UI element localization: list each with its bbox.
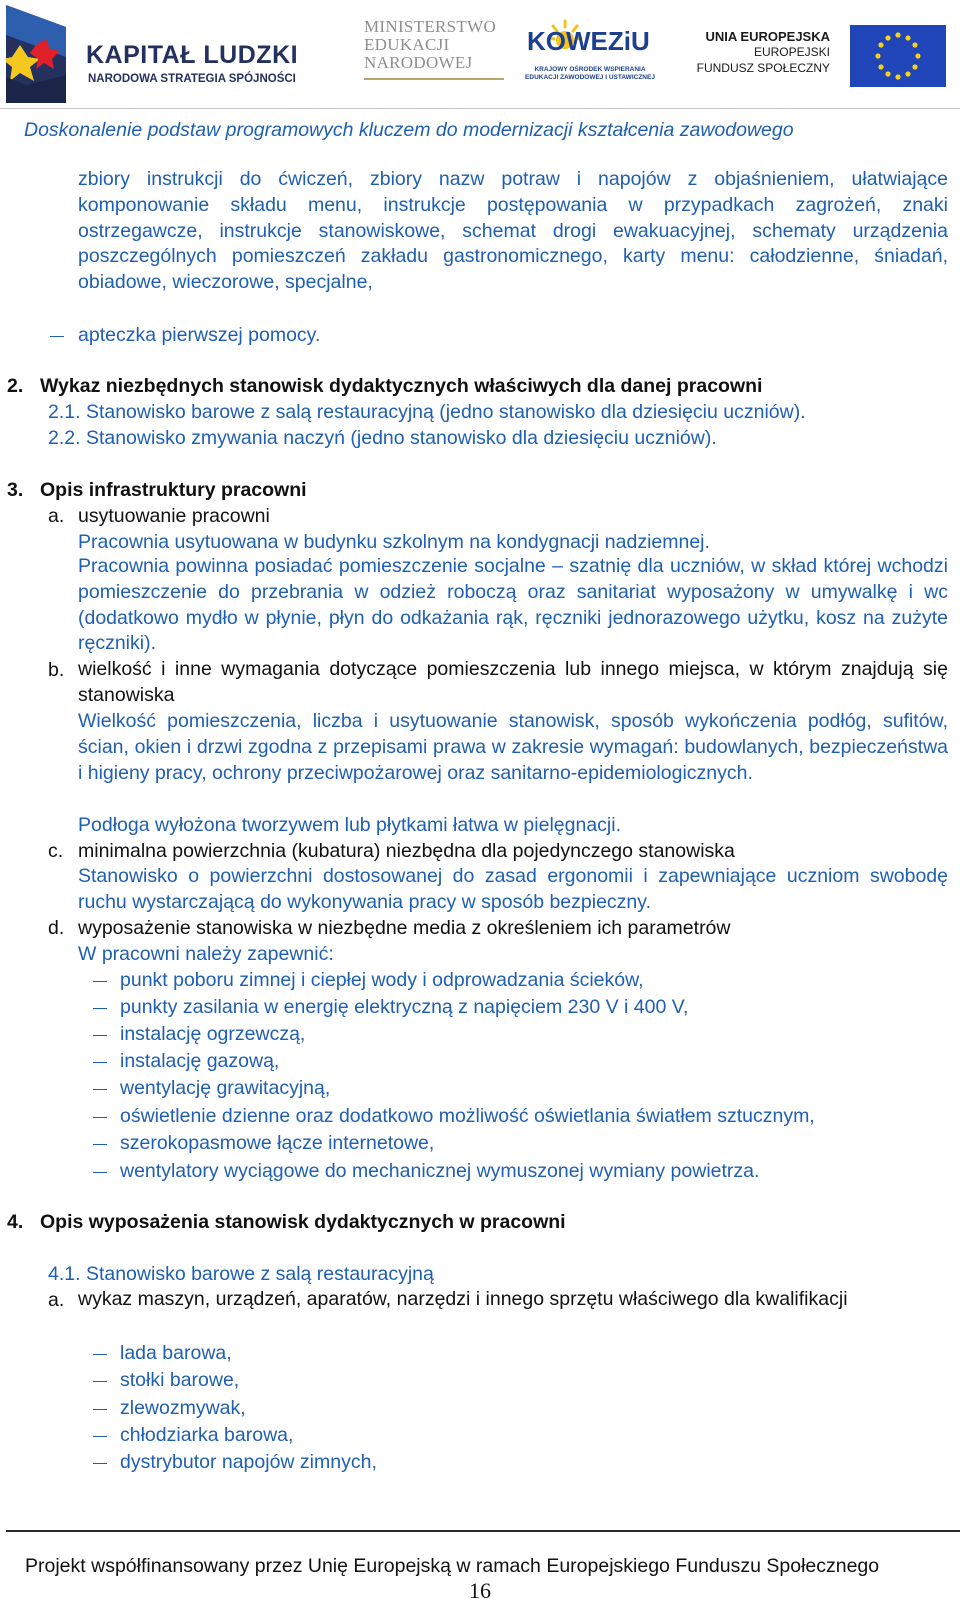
section-3b-text-2: Podłoga wyłożona tworzywem lub płytkami łatwa w pielęgnacji.: [78, 814, 622, 836]
dash-bullet-icon: [93, 1008, 107, 1009]
koweziu-logo: [525, 18, 655, 88]
list-item: lada barowa,: [120, 1342, 232, 1364]
dash-bullet-icon: [93, 1089, 107, 1090]
section-3-number: 3.: [7, 479, 24, 501]
intro-bullet: apteczka pierwszej pomocy.: [78, 324, 321, 346]
section-3-heading: Opis infrastruktury pracowni: [40, 479, 307, 501]
kapital-ludzki-logo: [6, 5, 316, 103]
list-item: wentylację grawitacyjną,: [120, 1077, 331, 1099]
section-4-heading: Opis wyposażenia stanowisk dydaktycznych w pracowni: [40, 1211, 566, 1233]
dash-bullet-icon: [93, 1463, 107, 1464]
list-item: instalację gazową,: [120, 1050, 280, 1072]
kapital-ludzki-title: KAPITAŁ LUDZKI: [86, 41, 299, 69]
section-3c-text-1: Stanowisko o powierzchni dostosowanej do zasad ergonomii i zapewniające uczniom swobodę ruchu wystarczającą do wykonywania pracy w sposób bezpieczny.: [78, 865, 948, 913]
list-item: punkt poboru zimnej i ciepłej wody i odprowadzania ścieków,: [120, 969, 644, 991]
eu-line-2: EUROPEJSKI: [753, 45, 830, 59]
dash-bullet-icon: [93, 1354, 107, 1355]
ministry-line-1: MINISTERSTWO: [364, 17, 497, 36]
list-item: punkty zasilania w energię elektryczną z napięciem 230 V i 400 V,: [120, 996, 689, 1018]
section-2-item-1: 2.1. Stanowisko barowe z salą restauracyjną (jedno stanowisko dla dziesięciu uczniów).: [48, 401, 806, 423]
section-3a-marker: a.: [48, 505, 65, 527]
dash-bullet-icon: [93, 981, 107, 982]
section-3b-heading: wielkość i inne wymagania dotyczące pomieszczenia lub innego miejsca, w którym znajdują się stanowiska: [78, 658, 948, 706]
intro-paragraph: zbiory instrukcji do ćwiczeń, zbiory nazw potraw i napojów z objaśnieniem, ułatwiające komponowanie składu menu, instrukcje postępowania w przypadkach zagrożeń, znaki ostrzegawcze, instrukcje stanowiskowe, schemat drogi ewakuacyjnej, schematy urządzenia poszczególnych pomieszczeń zakładu gastronomicznego, karty menu: całodzienne, śniadań, obiadowe, wieczorowe, specjalne,: [78, 168, 948, 294]
list-item: instalację ogrzewczą,: [120, 1023, 306, 1045]
dash-bullet-icon: [50, 336, 64, 337]
section-3d-marker: d.: [48, 917, 65, 939]
section-3a-text-1: Pracownia usytuowana w budynku szkolnym na kondygnacji nadziemnej.: [78, 531, 710, 553]
section-3b-text-1: Wielkość pomieszczenia, liczba i usytuowanie stanowisk, sposób wykończenia podłóg, sufitów, ścian, okien i drzwi zgodna z przepisami prawa w zakresie wymagań: budowlanych, bezpieczeństwa i higieny pracy, ochrony przeciwpożarowej oraz sanitarno-epidemiologicznych.: [78, 710, 948, 784]
eu-logo: [696, 25, 950, 85]
list-item: dystrybutor napojów zimnych,: [120, 1451, 377, 1473]
dash-bullet-icon: [93, 1117, 107, 1118]
section-2-item-2: 2.2. Stanowisko zmywania naczyń (jedno stanowisko dla dziesięciu uczniów).: [48, 427, 717, 449]
section-3a-text-2: Pracownia powinna posiadać pomieszczenie socjalne – szatnię dla uczniów, w skład której wchodzi pomieszczenie do przebrania w odzież roboczą oraz sanitariat wyposażony w umywalkę i wc (dodatkowo mydło w płynie, płyn do odkażania rąk, ręczniki jednorazowego użytku, kosz na zużyte ręczniki).: [78, 555, 948, 655]
eu-line-3: FUNDUSZ SPOŁECZNY: [696, 61, 830, 75]
header-divider: [0, 108, 960, 109]
eu-line-1: UNIA EUROPEJSKA: [705, 29, 830, 44]
footer-divider: [6, 1530, 960, 1532]
section-4-number: 4.: [7, 1211, 24, 1233]
dash-bullet-icon: [93, 1035, 107, 1036]
list-item: oświetlenie dzienne oraz dodatkowo możliwość oświetlania światłem sztucznym,: [120, 1105, 815, 1127]
section-3d-heading: wyposażenie stanowiska w niezbędne media z określeniem ich parametrów: [78, 917, 731, 939]
dash-bullet-icon: [93, 1436, 107, 1437]
dash-bullet-icon: [93, 1144, 107, 1145]
dash-bullet-icon: [93, 1062, 107, 1063]
ministry-line-2: EDUKACJI: [364, 35, 450, 54]
ministry-rule: [364, 78, 504, 80]
dash-bullet-icon: [93, 1409, 107, 1410]
section-3c-heading: minimalna powierzchnia (kubatura) niezbędna dla pojedynczego stanowiska: [78, 840, 735, 862]
list-item: stołki barowe,: [120, 1369, 240, 1391]
kapital-ludzki-subtitle: NARODOWA STRATEGIA SPÓJNOŚCI: [88, 73, 296, 85]
eu-flag-icon: [850, 25, 946, 87]
header-title: Doskonalenie podstaw programowych kluczem do modernizacji kształcenia zawodowego: [24, 119, 794, 141]
dash-bullet-icon: [93, 1381, 107, 1382]
page-number: 16: [469, 1578, 491, 1603]
section-3c-marker: c.: [48, 840, 64, 862]
kapital-ludzki-flag-icon: [6, 5, 66, 103]
koweziu-subtitle: KRAJOWY OŚRODEK WSPIERANIA EDUKACJI ZAWODOWEJ I USTAWICZNEJ: [525, 66, 655, 81]
list-item: wentylatory wyciągowe do mechanicznej wymuszonej wymiany powietrza.: [120, 1160, 760, 1182]
section-4a-heading: wykaz maszyn, urządzeń, aparatów, narzędzi i innego sprzętu właściwego dla kwalifikacji: [78, 1288, 848, 1310]
ministry-logo: [364, 18, 509, 88]
section-2-number: 2.: [7, 375, 24, 397]
section-3d-intro: W pracowni należy zapewnić:: [78, 943, 334, 965]
list-item: zlewozmywak,: [120, 1397, 246, 1419]
section-3a-heading: usytuowanie pracowni: [78, 505, 270, 527]
section-3b-marker: b.: [48, 659, 65, 681]
list-item: szerokopasmowe łącze internetowe,: [120, 1132, 435, 1154]
section-4a-marker: a.: [48, 1289, 65, 1311]
dash-bullet-icon: [93, 1172, 107, 1173]
section-4-1-heading: 4.1. Stanowisko barowe z salą restauracyjną: [48, 1263, 434, 1285]
header-logos: [0, 0, 960, 110]
section-2-heading: Wykaz niezbędnych stanowisk dydaktycznych właściwych dla danej pracowni: [40, 375, 763, 397]
ministry-line-3: NARODOWEJ: [364, 53, 473, 72]
footer-text: Projekt współfinansowany przez Unię Europejską w ramach Europejskiego Funduszu Społecznego: [25, 1555, 880, 1577]
list-item: chłodziarka barowa,: [120, 1424, 294, 1446]
koweziu-name: KOWEZiU: [527, 26, 650, 56]
